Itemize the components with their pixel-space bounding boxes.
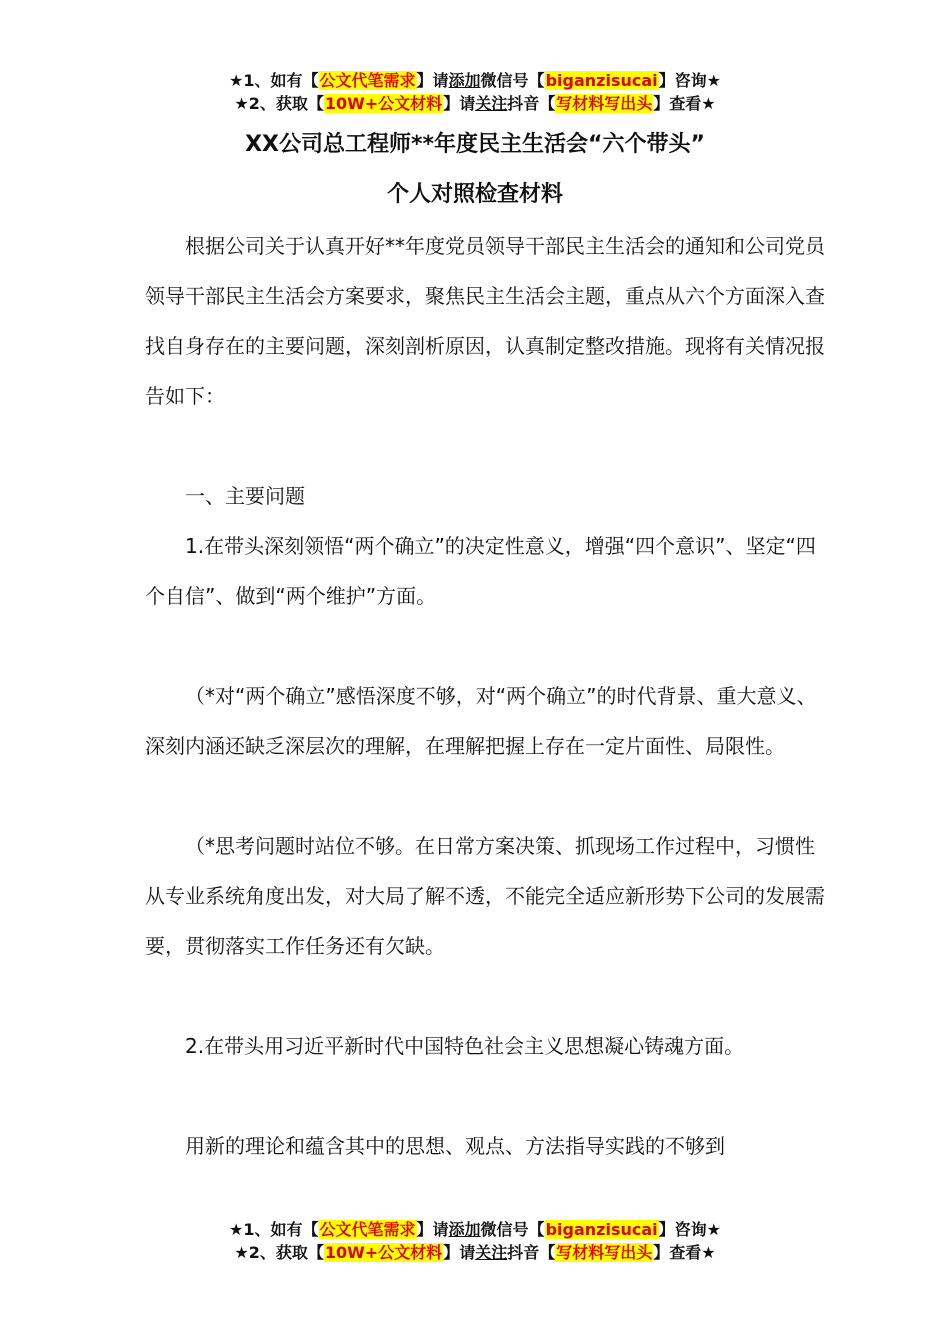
banner-highlight: biganzisucai [545, 71, 658, 90]
banner-text: 】咨询★ [658, 1220, 721, 1239]
banner-underline-text: 添加 [448, 1220, 481, 1239]
banner-highlight: 公文代笔需求 [319, 1220, 416, 1239]
banner-text: 】请 [443, 94, 476, 113]
banner-line-2 [0, 92, 950, 115]
banner-underline-text: 关注 [475, 94, 508, 113]
banner-text: ★2、获取【 [234, 1243, 324, 1262]
banner-text: ★1、如有【 [229, 1220, 319, 1239]
banner-text: ★1、如有【 [229, 71, 319, 90]
banner-highlight: 写材料写出头 [556, 94, 653, 113]
blank-line [145, 421, 825, 471]
header-banner [0, 69, 950, 115]
banner-line-1 [0, 69, 950, 92]
item-1-point-2: （*思考问题时站位不够。在日常方案决策、抓现场工作过程中，习惯性从专业系统角度出发，对大局了解不透，不能完全适应新形势下公司的发展需要，贯彻落实工作任务还有欠缺。 [145, 834, 825, 958]
banner-underline-text: 添加 [448, 71, 481, 90]
banner-highlight: 10W+公文材料 [324, 1243, 443, 1262]
banner-underline-text: 关注 [475, 1243, 508, 1262]
banner-text: ★2、获取【 [234, 94, 324, 113]
item-1-heading: 1.在带头深刻领悟“两个确立”的决定性意义，增强“四个意识”、坚定“四个自信”、做到“两个维护”方面。 [145, 534, 816, 608]
document-body [145, 221, 825, 1171]
blank-line [145, 771, 825, 821]
banner-text: 】请 [416, 1220, 449, 1239]
banner-text: 】查看★ [653, 1243, 716, 1262]
document-title-line-1: XX公司总工程师**年度民主生活会“六个带头” [245, 132, 705, 157]
banner-highlight: 写材料写出头 [556, 1243, 653, 1262]
section-heading: 一、主要问题 [185, 484, 305, 508]
footer-banner [0, 1218, 950, 1264]
banner-text: 】请 [416, 71, 449, 90]
item-2-point-1: 用新的理论和蕴含其中的思想、观点、方法指导实践的不够到 [185, 1134, 725, 1158]
banner-text: 】咨询★ [658, 71, 721, 90]
blank-line [145, 621, 825, 671]
item-1-point-1: （*对“两个确立”感悟深度不够，对“两个确立”的时代背景、重大意义、深刻内涵还缺乏深层次的理解，在理解把握上存在一定片面性、局限性。 [145, 684, 817, 758]
banner-line-2 [0, 1241, 950, 1264]
banner-line-1 [0, 1218, 950, 1241]
banner-highlight: 10W+公文材料 [324, 94, 443, 113]
item-2-heading: 2.在带头用习近平新时代中国特色社会主义思想凝心铸魂方面。 [185, 1034, 745, 1058]
banner-text: 抖音【 [507, 1243, 556, 1262]
banner-highlight: 公文代笔需求 [319, 71, 416, 90]
banner-text: 抖音【 [507, 94, 556, 113]
intro-paragraph: 根据公司关于认真开好**年度党员领导干部民主生活会的通知和公司党员领导干部民主生活会方案要求，聚焦民主生活会主题，重点从六个方面深入查找自身存在的主要问题，深刻剖析原因，认真制定整改措施。现将有关情况报告如下： [145, 234, 825, 408]
banner-highlight: biganzisucai [545, 1220, 658, 1239]
banner-text: 】请 [443, 1243, 476, 1262]
banner-text: 微信号【 [480, 71, 545, 90]
blank-line [145, 1071, 825, 1121]
banner-text: 微信号【 [480, 1220, 545, 1239]
document-title-line-2: 个人对照检查材料 [386, 182, 563, 207]
banner-text: 】查看★ [653, 94, 716, 113]
blank-line [145, 971, 825, 1021]
